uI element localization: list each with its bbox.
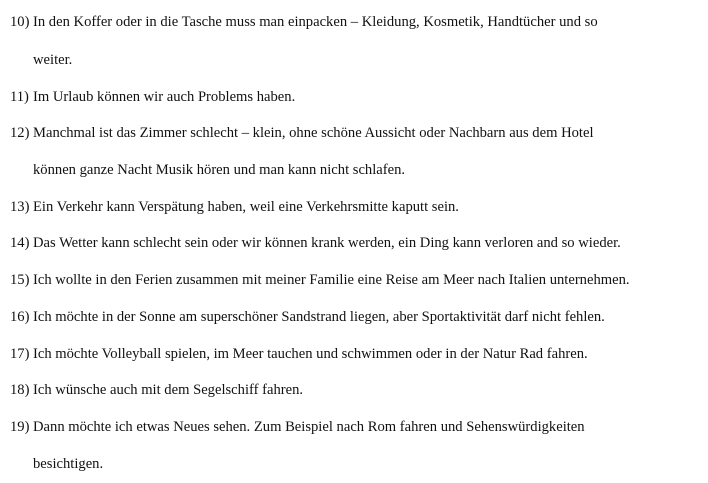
item-number: 10) [10,14,30,30]
item-text: Ich wollte in den Ferien zusammen mit meiner Familie eine Reise am Meer nach Italien unternehmen. [33,272,630,288]
item-text: können ganze Nacht Musik hören und man kann nicht schlafen. [33,162,406,178]
item-text: Im Urlaub können wir auch Problems haben. [33,89,296,105]
item-text: Ich möchte Volleyball spielen, im Meer tauchen und schwimmen oder in der Natur Rad fahren. [33,346,588,362]
item-number: 19) [10,419,30,435]
item-text: Ich wünsche auch mit dem Segelschiff fahren. [33,382,304,398]
item-number: 18) [10,382,30,398]
item-text: weiter. [33,52,73,68]
item-text: In den Koffer oder in die Tasche muss man einpacken – Kleidung, Kosmetik, Handtücher und so [33,14,598,30]
item-number: 15) [10,272,30,288]
item-text: Das Wetter kann schlecht sein oder wir können krank werden, ein Ding kann verloren and so wieder. [33,235,621,251]
item-number: 13) [10,199,30,215]
item-number: 14) [10,235,30,251]
item-text: Manchmal ist das Zimmer schlecht – klein, ohne schöne Aussicht oder Nachbarn aus dem Hotel [33,125,594,141]
item-text: besichtigen. [33,456,104,472]
item-text: Ein Verkehr kann Verspätung haben, weil eine Verkehrsmitte kaputt sein. [33,199,459,215]
item-text: Dann möchte ich etwas Neues sehen. Zum Beispiel nach Rom fahren und Sehenswürdigkeiten [33,419,585,435]
item-number: 12) [10,125,30,141]
item-number: 11) [10,89,29,105]
item-number: 17) [10,346,30,362]
item-number: 16) [10,309,30,325]
item-text: Ich möchte in der Sonne am superschöner Sandstrand liegen, aber Sportaktivität darf nicht fehlen. [33,309,605,325]
